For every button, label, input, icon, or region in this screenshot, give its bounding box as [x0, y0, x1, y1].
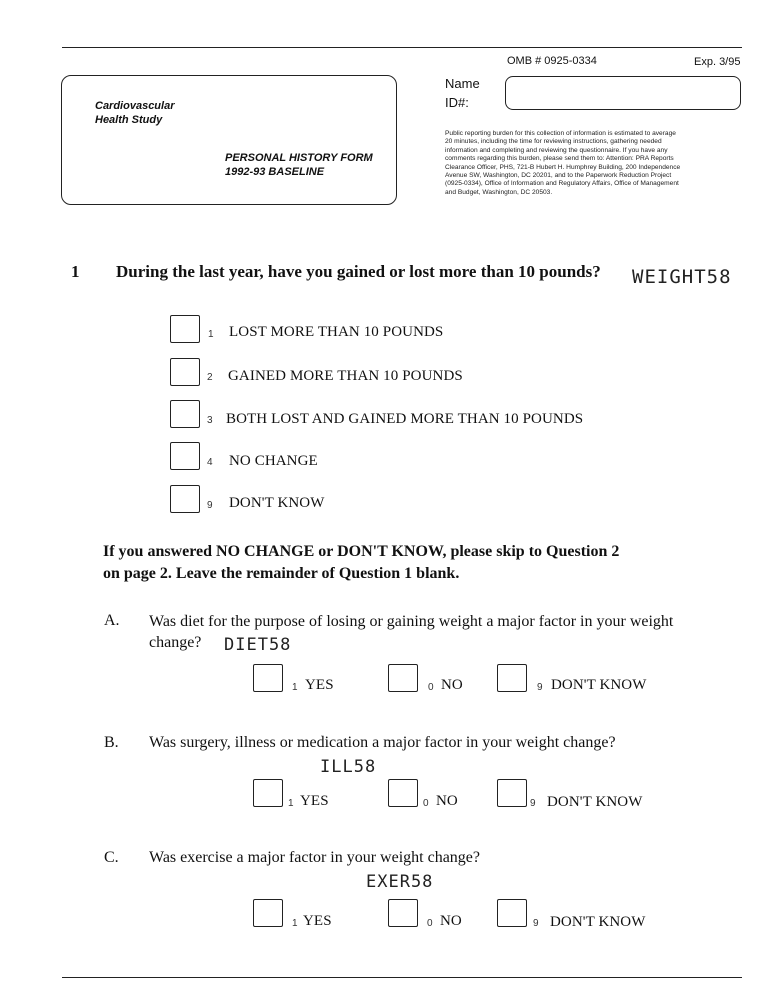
- study-name-line2: Health Study: [95, 114, 163, 126]
- q1-option-code: 2: [207, 372, 213, 383]
- burden-line: (0925-0334), Office of Information and Regulatory Affairs, Office of Management: [445, 180, 679, 188]
- c-dont-know-checkbox[interactable]: [497, 899, 527, 927]
- q1-option-checkbox[interactable]: [170, 400, 200, 428]
- form-title-line1: PERSONAL HISTORY FORM: [225, 152, 373, 164]
- id-label: ID#:: [445, 95, 469, 110]
- name-label: Name: [445, 76, 480, 91]
- bottom-rule: [62, 977, 742, 978]
- a-dont-know-label: DON'T KNOW: [551, 677, 647, 693]
- q1-option-code: 1: [208, 329, 214, 340]
- q1-option-checkbox[interactable]: [170, 358, 200, 386]
- a-no-label: NO: [441, 677, 463, 693]
- form-title-line2: 1992-93 BASELINE: [225, 166, 325, 178]
- a-no-code: 0: [428, 682, 434, 693]
- q1-option-label: BOTH LOST AND GAINED MORE THAN 10 POUNDS: [226, 411, 584, 427]
- expiration-date: Exp. 3/95: [694, 56, 741, 68]
- burden-line: Public reporting burden for this collection of information is estimated to average: [445, 130, 676, 137]
- burden-line: Clearance Officer, PHS, 721-B Hubert H. Humphrey Building, 200 Independence: [445, 163, 681, 171]
- q1-option-checkbox[interactable]: [170, 442, 200, 470]
- q1-option-checkbox[interactable]: [170, 315, 200, 343]
- skip-instruction-line1: If you answered NO CHANGE or DON'T KNOW, please skip to Question 2: [103, 543, 620, 560]
- c-dont-know-code: 9: [533, 918, 539, 929]
- c-no-checkbox[interactable]: [388, 899, 418, 927]
- question-1-number: 1: [71, 262, 80, 281]
- name-id-input[interactable]: [505, 76, 741, 110]
- subquestion-b-letter: B.: [104, 734, 119, 751]
- c-yes-code: 1: [292, 918, 298, 929]
- a-yes-checkbox[interactable]: [253, 664, 283, 692]
- omb-number: OMB # 0925-0334: [507, 55, 597, 67]
- c-yes-label: YES: [303, 913, 332, 929]
- q1-option-code: 9: [207, 500, 213, 511]
- b-no-label: NO: [436, 793, 458, 809]
- q1-option-label: NO CHANGE: [229, 453, 318, 469]
- a-no-checkbox[interactable]: [388, 664, 418, 692]
- a-dont-know-code: 9: [537, 682, 543, 693]
- q1-option-code: 4: [207, 457, 213, 468]
- b-no-checkbox[interactable]: [388, 779, 418, 807]
- b-yes-checkbox[interactable]: [253, 779, 283, 807]
- b-yes-label: YES: [300, 793, 329, 809]
- burden-line: Avenue SW, Washington, DC 20201, and to the Paperwork Reduction Project: [445, 172, 672, 180]
- a-yes-code: 1: [292, 682, 298, 693]
- subquestion-c-variable: EXER58: [366, 872, 434, 892]
- subquestion-a-variable: DIET58: [224, 635, 292, 655]
- burden-line: information and completing and reviewing the questionnaire. If you have any: [445, 146, 668, 154]
- burden-line: comments regarding this burden, please send them to: Attention: PRA Reports: [445, 155, 674, 163]
- q1-option-code: 3: [207, 415, 213, 426]
- skip-instruction-line2: on page 2. Leave the remainder of Question 1 blank.: [103, 565, 460, 582]
- b-no-code: 0: [423, 798, 429, 809]
- a-dont-know-checkbox[interactable]: [497, 664, 527, 692]
- question-1-variable: WEIGHT58: [632, 266, 732, 288]
- burden-line: and Budget, Washington, DC 20503.: [445, 188, 553, 196]
- c-dont-know-label: DON'T KNOW: [550, 914, 646, 930]
- subquestion-c-letter: C.: [104, 849, 119, 866]
- study-header-box: [61, 75, 397, 205]
- subquestion-a-letter: A.: [104, 612, 120, 629]
- burden-statement: [445, 130, 745, 197]
- subquestion-a-text-line1: Was diet for the purpose of losing or gaining weight a major factor in your weight: [149, 613, 674, 630]
- c-no-code: 0: [427, 918, 433, 929]
- subquestion-b-text: Was surgery, illness or medication a major factor in your weight change?: [149, 734, 616, 751]
- a-yes-label: YES: [305, 677, 334, 693]
- q1-option-label: DON'T KNOW: [229, 495, 325, 511]
- subquestion-b-variable: ILL58: [320, 757, 377, 777]
- b-yes-code: 1: [288, 798, 294, 809]
- b-dont-know-checkbox[interactable]: [497, 779, 527, 807]
- b-dont-know-code: 9: [530, 798, 536, 809]
- study-name-line1: Cardiovascular: [95, 100, 175, 112]
- q1-option-label: GAINED MORE THAN 10 POUNDS: [228, 368, 463, 384]
- question-1-text: During the last year, have you gained or lost more than 10 pounds?: [116, 262, 601, 281]
- top-rule: [62, 47, 742, 48]
- burden-line: 20 minutes, including the time for reviewing instructions, gathering needed: [445, 138, 662, 146]
- subquestion-a-text-line2: change?: [149, 634, 202, 651]
- c-yes-checkbox[interactable]: [253, 899, 283, 927]
- b-dont-know-label: DON'T KNOW: [547, 794, 643, 810]
- subquestion-c-text: Was exercise a major factor in your weight change?: [149, 849, 481, 866]
- c-no-label: NO: [440, 913, 462, 929]
- q1-option-label: LOST MORE THAN 10 POUNDS: [229, 324, 444, 340]
- q1-option-checkbox[interactable]: [170, 485, 200, 513]
